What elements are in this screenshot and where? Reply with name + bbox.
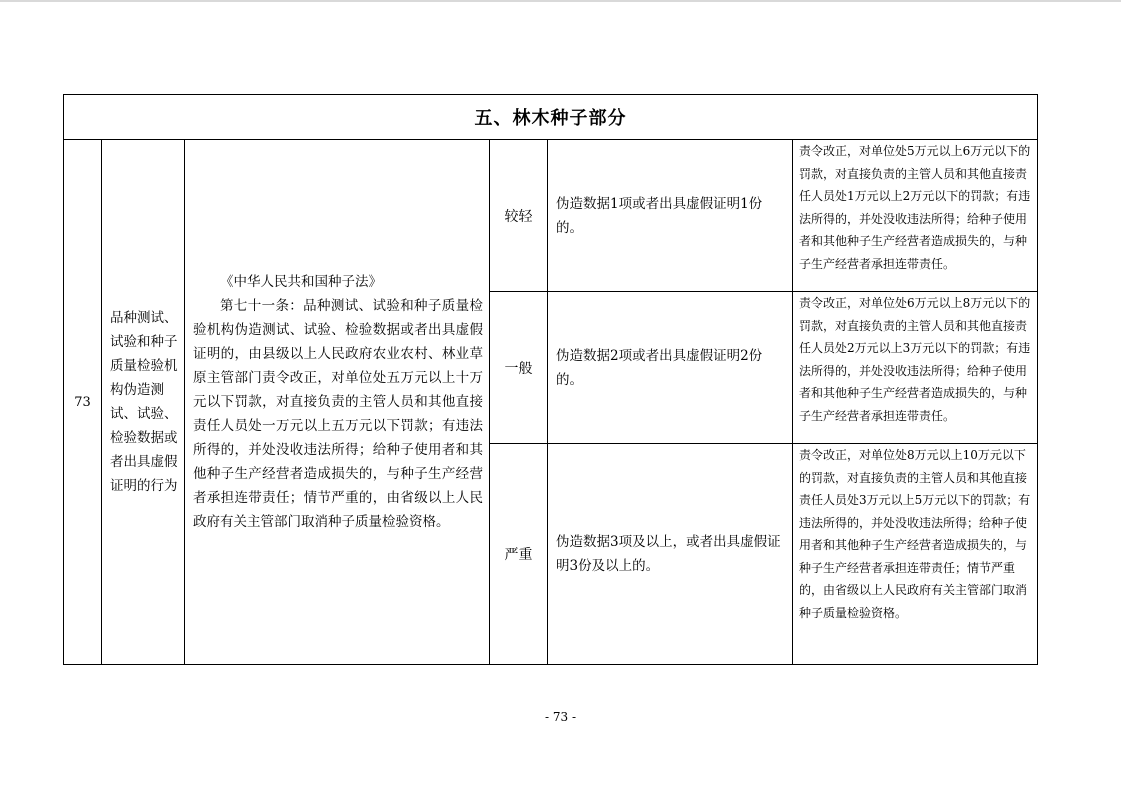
law-name: 《中华人民共和国种子法》	[220, 274, 382, 290]
penalty-table	[63, 94, 1038, 665]
situation-severe: 伪造数据3项及以上，或者出具虚假证明3份及以上的。	[548, 444, 793, 665]
situation-light: 伪造数据1项或者出具虚假证明1份的。	[548, 140, 793, 292]
situation-general: 伪造数据2项或者出具虚假证明2份的。	[548, 292, 793, 444]
law-article: 第七十一条：品种测试、试验和种子质量检验机构伪造测试、试验、检验数据或者出具虚假证明的，由县级以上人民政府农业农村、林业草原主管部门责令改正，对单位处五万元以上十万元以下罚款，对直接负责的主管人员和其他直接责任人员处一万元以上五万元以下罚款；有违法所得的，并处没收违法所得；给种子使用者和其他种子生产经营者造成损失的，与种子生产经营者承担连带责任；情节严重的，由省级以上人民政府有关主管部门取消种子质量检验资格。	[193, 298, 483, 530]
row-number: 73	[64, 140, 102, 665]
level-light: 较轻	[490, 140, 548, 292]
top-border-line	[0, 0, 1121, 2]
penalty-light: 责令改正，对单位处5万元以上6万元以下的罚款，对直接负责的主管人员和其他直接责任人员处1万元以上2万元以下的罚款；有违法所得的，并处没收违法所得；给种子使用者和其他种子生产经营者造成损失的，与种子生产经营者承担连带责任。	[793, 140, 1038, 292]
legal-basis	[185, 140, 490, 665]
page-number: - 73 -	[544, 710, 576, 724]
penalty-severe: 责令改正，对单位处8万元以上10万元以下的罚款，对直接负责的主管人员和其他直接责任人员处3万元以上5万元以下的罚款；有违法所得的，并处没收违法所得；给种子使用者和其他种子生产经营者造成损失的，与种子生产经营者承担连带责任；情节严重的，由省级以上人民政府有关主管部门取消种子质量检验资格。	[793, 444, 1038, 665]
violation-behavior: 品种测试、试验和种子质量检验机构伪造测试、试验、检验数据或者出具虚假证明的行为	[102, 140, 185, 665]
level-severe: 严重	[490, 444, 548, 665]
level-general: 一般	[490, 292, 548, 444]
penalty-general: 责令改正，对单位处6万元以上8万元以下的罚款，对直接负责的主管人员和其他直接责任人员处2万元以上3万元以下的罚款；有违法所得的，并处没收违法所得；给种子使用者和其他种子生产经营者造成损失的，与种子生产经营者承担连带责任。	[793, 292, 1038, 444]
section-title: 五、林木种子部分	[64, 95, 1038, 140]
